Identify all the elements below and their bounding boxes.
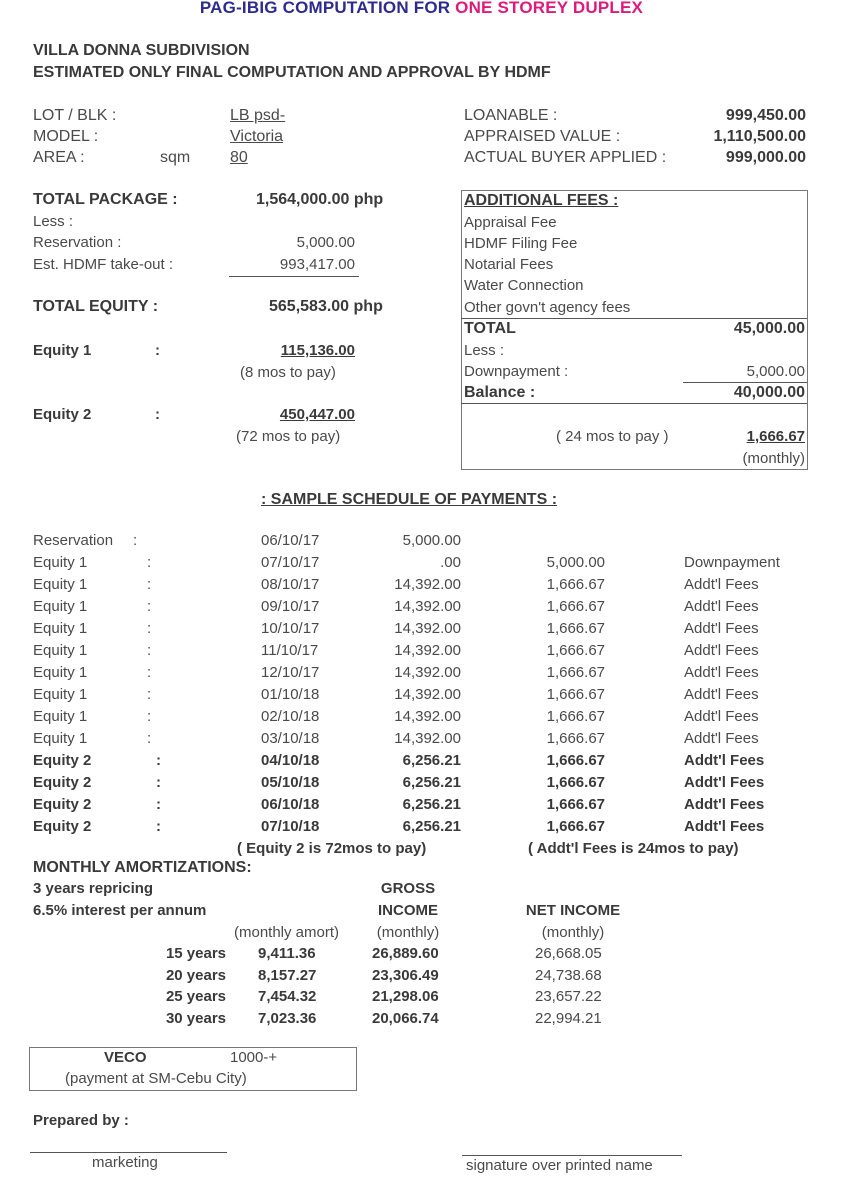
schedule-fee: 1,666.67 (546, 686, 605, 703)
appraised-value: 1,110,500.00 (713, 128, 806, 145)
schedule-type: Addt'l Fees (684, 774, 765, 791)
schedule-fee: 1,666.67 (546, 598, 605, 615)
schedule-amount: 14,392.00 (394, 598, 461, 615)
fees-heading: ADDITIONAL FEES : (464, 192, 619, 209)
schedule-type: Addt'l Fees (684, 730, 759, 747)
amort-subhead: (monthly amort) (234, 924, 340, 941)
less-label: Less : (33, 213, 74, 230)
schedule-fee: 1,666.67 (546, 752, 605, 769)
schedule-amount: 14,392.00 (394, 708, 461, 725)
equity1-label: Equity 1 (33, 342, 92, 359)
amort-term: 25 years (165, 988, 226, 1005)
area-label: AREA : (33, 149, 85, 166)
downpayment-value: 5,000.00 (746, 363, 805, 380)
schedule-colon: : (147, 598, 152, 615)
signature-label: signature over printed name (466, 1157, 653, 1174)
schedule-amount: 6,256.21 (402, 818, 461, 835)
schedule-colon: : (147, 686, 152, 703)
takeout-value: 993,417.00 (279, 256, 355, 273)
schedule-fee: 1,666.67 (546, 796, 605, 813)
veco-amount: 1000-+ (230, 1049, 278, 1066)
schedule-amount: 5,000.00 (402, 532, 461, 549)
equity2-note: (72 mos to pay) (236, 428, 341, 445)
schedule-label: Equity 2 (33, 752, 92, 769)
schedule-date: 07/10/17 (261, 554, 320, 571)
marketing-label: marketing (92, 1154, 158, 1171)
schedule-label: Equity 1 (33, 598, 88, 615)
schedule-label: Equity 1 (33, 642, 88, 659)
schedule-label: Equity 2 (33, 796, 92, 813)
veco-note: (payment at SM-Cebu City) (65, 1070, 247, 1087)
schedule-type: Addt'l Fees (684, 576, 759, 593)
schedule-date: 12/10/17 (261, 664, 320, 681)
total-equity-label: TOTAL EQUITY : (33, 298, 159, 315)
schedule-date: 07/10/18 (261, 818, 320, 835)
schedule-label: Equity 1 (33, 620, 88, 637)
schedule-fee: 5,000.00 (546, 554, 605, 571)
interest-label: 6.5% interest per annum (33, 902, 207, 919)
amort-value: 9,411.36 (258, 945, 316, 962)
schedule-amount: 14,392.00 (394, 576, 461, 593)
equity1-note: (8 mos to pay) (240, 364, 336, 381)
title-main: PAG-IBIG COMPUTATION FOR (199, 0, 456, 17)
applied-value: 999,000.00 (725, 149, 806, 166)
model-label: MODEL : (33, 128, 99, 145)
schedule-colon: : (156, 818, 161, 835)
schedule-label: Equity 2 (33, 774, 92, 791)
lot-value: LB psd- (230, 107, 286, 124)
amort-term: 30 years (165, 1010, 226, 1027)
schedule-type: Addt'l Fees (684, 818, 765, 835)
fees-less-label: Less : (464, 342, 505, 359)
downpayment-underline (683, 382, 807, 383)
amort-term: 15 years (165, 945, 226, 962)
net-income-head: NET INCOME (525, 902, 621, 919)
schedule-fee: 1,666.67 (546, 730, 605, 747)
schedule-type: Addt'l Fees (684, 642, 759, 659)
subdivision-name: VILLA DONNA SUBDIVISION (33, 42, 250, 59)
schedule-fee: 1,666.67 (546, 708, 605, 725)
title-highlight: ONE STOREY DUPLEX (455, 0, 644, 17)
gross-income-value: 21,298.06 (372, 988, 439, 1005)
schedule-date: 03/10/18 (261, 730, 320, 747)
fee-item: Appraisal Fee (464, 214, 557, 231)
schedule-label: Equity 1 (33, 664, 88, 681)
schedule-fee: 1,666.67 (546, 664, 605, 681)
total-package-label: TOTAL PACKAGE : (33, 191, 178, 208)
takeout-label: Est. HDMF take-out : (33, 256, 174, 273)
schedule-colon: : (147, 730, 152, 747)
schedule-label: Reservation (33, 532, 114, 549)
schedule-colon: : (147, 708, 152, 725)
schedule-colon: : (147, 576, 152, 593)
fees-term-note: ( Addt'l Fees is 24mos to pay) (528, 840, 739, 857)
net-income-value: 26,668.05 (535, 945, 602, 962)
schedule-date: 05/10/18 (261, 774, 320, 791)
total-equity-value: 565,583.00 php (269, 298, 383, 315)
schedule-amount: .00 (440, 554, 461, 571)
schedule-type: Addt'l Fees (684, 664, 759, 681)
gross-head-2: INCOME (378, 902, 438, 919)
balance-value: 40,000.00 (733, 384, 805, 401)
net-income-value: 23,657.22 (535, 988, 602, 1005)
veco-name: VECO (104, 1049, 147, 1066)
amort-value: 7,454.32 (258, 988, 317, 1005)
marketing-signature-line (30, 1152, 227, 1153)
fees-total-label: TOTAL (464, 320, 516, 337)
schedule-date: 10/10/17 (261, 620, 320, 637)
reservation-value: 5,000.00 (296, 234, 355, 251)
schedule-fee: 1,666.67 (546, 620, 605, 637)
amortization-heading: MONTHLY AMORTIZATIONS: (33, 859, 252, 876)
page-title (0, 0, 843, 18)
loanable-value: 999,450.00 (725, 107, 806, 124)
schedule-label: Equity 1 (33, 730, 88, 747)
schedule-type: Addt'l Fees (684, 708, 759, 725)
fees-total-value: 45,000.00 (733, 320, 805, 337)
schedule-label: Equity 1 (33, 576, 88, 593)
schedule-amount: 14,392.00 (394, 686, 461, 703)
net-income-value: 22,994.21 (535, 1010, 602, 1027)
schedule-date: 09/10/17 (261, 598, 320, 615)
gross-subhead: (monthly) (376, 924, 440, 941)
fees-divider (461, 318, 807, 319)
net-subhead: (monthly) (541, 924, 605, 941)
model-value: Victoria (230, 128, 284, 145)
schedule-date: 11/10/17 (261, 642, 319, 659)
schedule-amount: 14,392.00 (394, 730, 461, 747)
schedule-fee: 1,666.67 (546, 576, 605, 593)
schedule-colon: : (147, 664, 152, 681)
schedule-fee: 1,666.67 (546, 774, 605, 791)
schedule-type: Downpayment (684, 554, 780, 571)
appraised-label: APPRAISED VALUE : (464, 128, 621, 145)
schedule-date: 01/10/18 (261, 686, 320, 703)
buyer-signature-line (462, 1155, 682, 1156)
repricing-label: 3 years repricing (33, 880, 154, 897)
equity2-colon: : (155, 406, 160, 423)
schedule-fee: 1,666.67 (546, 818, 605, 835)
balance-label: Balance : (464, 384, 536, 401)
equity1-colon: : (155, 342, 160, 359)
fee-item: Water Connection (464, 277, 584, 294)
equity2-term-note: ( Equity 2 is 72mos to pay) (237, 840, 427, 857)
schedule-amount: 14,392.00 (394, 664, 461, 681)
lot-label: LOT / BLK : (33, 107, 117, 124)
gross-income-value: 20,066.74 (372, 1010, 439, 1027)
schedule-type: Addt'l Fees (684, 620, 759, 637)
schedule-amount: 14,392.00 (394, 620, 461, 637)
schedule-colon: : (133, 532, 138, 549)
balance-divider (461, 403, 807, 404)
reservation-label: Reservation : (33, 234, 122, 251)
equity2-label: Equity 2 (33, 406, 92, 423)
area-value: 80 (230, 149, 248, 166)
fee-item: HDMF Filing Fee (464, 235, 578, 252)
gross-income-value: 23,306.49 (372, 967, 439, 984)
schedule-colon: : (156, 796, 161, 813)
amort-value: 8,157.27 (258, 967, 317, 984)
amort-term: 20 years (165, 967, 226, 984)
fee-item: Other govn't agency fees (464, 299, 631, 316)
schedule-type: Addt'l Fees (684, 752, 765, 769)
schedule-label: Equity 1 (33, 708, 88, 725)
fees-monthly-note: (monthly) (742, 450, 805, 467)
schedule-amount: 14,392.00 (394, 642, 461, 659)
equity2-value: 450,447.00 (279, 406, 355, 423)
total-package-value: 1,564,000.00 php (256, 191, 384, 208)
amort-value: 7,023.36 (258, 1010, 317, 1027)
schedule-date: 02/10/18 (261, 708, 320, 725)
schedule-date: 06/10/18 (261, 796, 320, 813)
schedule-type: Addt'l Fees (684, 598, 759, 615)
schedule-label: Equity 1 (33, 554, 88, 571)
schedule-label: Equity 1 (33, 686, 88, 703)
schedule-colon: : (147, 554, 152, 571)
schedule-type: Addt'l Fees (684, 686, 759, 703)
area-unit: sqm (160, 149, 191, 166)
loanable-label: LOANABLE : (464, 107, 558, 124)
prepared-by-label: Prepared by : (33, 1112, 129, 1129)
applied-label: ACTUAL BUYER APPLIED : (464, 149, 667, 166)
gross-income-value: 26,889.60 (372, 945, 439, 962)
schedule-heading: : SAMPLE SCHEDULE OF PAYMENTS : (261, 491, 558, 508)
schedule-date: 06/10/17 (261, 532, 320, 549)
gross-head-1: GROSS (380, 880, 436, 897)
fees-term: ( 24 mos to pay ) (556, 428, 669, 445)
fee-item: Notarial Fees (464, 256, 554, 273)
takeout-underline (229, 276, 359, 277)
net-income-value: 24,738.68 (535, 967, 602, 984)
schedule-amount: 6,256.21 (402, 774, 461, 791)
schedule-date: 04/10/18 (261, 752, 320, 769)
equity1-value: 115,136.00 (280, 342, 355, 359)
schedule-colon: : (156, 774, 161, 791)
schedule-amount: 6,256.21 (402, 752, 461, 769)
schedule-colon: : (147, 620, 152, 637)
fees-monthly-value: 1,666.67 (746, 428, 805, 445)
schedule-label: Equity 2 (33, 818, 92, 835)
schedule-amount: 6,256.21 (402, 796, 461, 813)
schedule-type: Addt'l Fees (684, 796, 765, 813)
schedule-colon: : (147, 642, 152, 659)
downpayment-label: Downpayment : (464, 363, 569, 380)
schedule-date: 08/10/17 (261, 576, 320, 593)
schedule-colon: : (156, 752, 161, 769)
schedule-fee: 1,666.67 (546, 642, 605, 659)
subtitle: ESTIMATED ONLY FINAL COMPUTATION AND APPROVAL BY HDMF (33, 64, 551, 81)
